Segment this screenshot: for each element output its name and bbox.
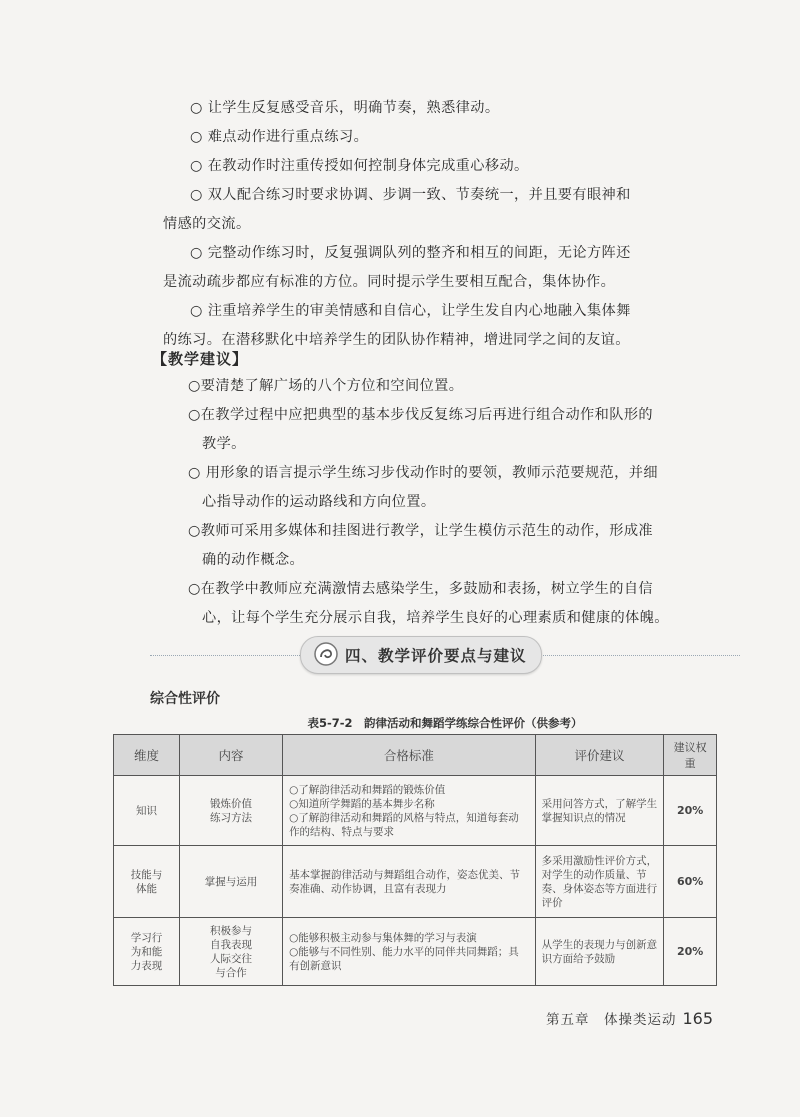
tip-line: ○ 让学生反复感受音乐，明确节奏，熟悉律动。 — [190, 100, 500, 116]
swirl-icon — [313, 641, 339, 667]
page-footer — [546, 1008, 713, 1028]
page-number: 165 — [682, 1009, 714, 1028]
header-cell: 评价建议 — [535, 735, 664, 776]
content-cell: 掌握与运用 — [179, 846, 282, 918]
standards-cell — [283, 918, 536, 986]
section-title: 四、教学评价要点与建议 — [345, 647, 527, 665]
weight-cell: 60% — [664, 846, 717, 918]
header-cell: 合格标准 — [283, 735, 536, 776]
table-row — [114, 918, 717, 986]
tip-paragraph-first-line: ○ 注重培养学生的审美情感和自信心，让学生发自内心地融入集体舞 — [190, 303, 631, 319]
evaluation-table — [113, 734, 717, 986]
header-cell: 维度 — [114, 735, 180, 776]
suggestion-first-line: ○ 用形象的语言提示学生练习步伐动作时的要领，教师示范要规范，并细 — [188, 465, 658, 481]
chapter-title: 第五章 体操类运动 — [546, 1012, 677, 1028]
content-cell: 积极参与 自我表现 人际交往 与合作 — [179, 918, 282, 986]
suggestion-cell: 采用问答方式，了解学生掌握知识点的情况 — [535, 776, 664, 846]
tip-paragraph-rest: 是流动疏步都应有标准的方位。同时提示学生要相互配合，集体协作。 — [163, 274, 616, 290]
suggestion-first-line: ○在教学中教师应充满激情去感染学生，多鼓励和表扬，树立学生的自信 — [188, 581, 653, 597]
suggestion-cell: 多采用激励性评价方式，对学生的动作质量、节奏、身体姿态等方面进行评价 — [535, 846, 664, 918]
suggestion-first-line: ○教师可采用多媒体和挂图进行教学，让学生模仿示范生的动作，形成准 — [188, 523, 653, 539]
tip-paragraph — [163, 239, 743, 297]
suggestion-item — [188, 459, 743, 517]
suggestion-first-line: ○要清楚了解广场的八个方位和空间位置。 — [188, 378, 464, 394]
standard-line: ○能够与不同性别、能力水平的同伴共同舞蹈；具有创新意识 — [289, 945, 519, 972]
header-cell: 建议权重 — [664, 735, 717, 776]
table-row — [114, 776, 717, 846]
header-cell: 内容 — [179, 735, 282, 776]
standard-line: ○知道所学舞蹈的基本舞步名称 — [289, 797, 435, 810]
tip-paragraph-rest: 的练习。在潜移默化中培养学生的团队协作精神，增进同学之间的友谊。 — [163, 332, 630, 348]
dimension-cell: 技能与 体能 — [114, 846, 180, 918]
standards-cell — [283, 846, 536, 918]
table-row — [114, 846, 717, 918]
suggestion-item — [188, 575, 743, 633]
suggestion-item — [188, 401, 743, 459]
suggestion-cell: 从学生的表现力与创新意识方面给予鼓励 — [535, 918, 664, 986]
content-cell: 锻炼价值 练习方法 — [179, 776, 282, 846]
tip-paragraph-first-line: ○ 完整动作练习时，反复强调队列的整齐和相互的间距，无论方阵还 — [190, 245, 631, 261]
standard-line: 基本掌握韵律活动与舞蹈组合动作，姿态优美、节奏准确、动作协调，且富有表现力 — [289, 868, 521, 895]
standard-line: ○了解韵律活动和舞蹈的风格与特点，知道每套动作的结构、特点与要求 — [289, 811, 519, 838]
suggestion-rest: 教学。 — [202, 436, 246, 452]
weight-cell: 20% — [664, 776, 717, 846]
suggestion-item — [188, 517, 743, 575]
teaching-suggestions-label: 【教学建议】 — [152, 350, 249, 368]
standard-line: ○能够积极主动参与集体舞的学习与表演 — [289, 931, 477, 944]
tip-paragraph — [163, 181, 743, 239]
tip-paragraph — [163, 297, 743, 355]
tip-line: ○ 在教动作时注重传授如何控制身体完成重心移动。 — [190, 158, 529, 174]
tip-paragraph-first-line: ○ 双人配合练习时要求协调、步调一致、节奏统一，并且要有眼神和 — [190, 187, 631, 203]
suggestion-rest: 心，让每个学生充分展示自我，培养学生良好的心理素质和健康的体魄。 — [202, 610, 669, 626]
weight-cell: 20% — [664, 918, 717, 986]
section-banner — [300, 636, 542, 674]
subheading: 综合性评价 — [150, 691, 220, 707]
tip-line: ○ 难点动作进行重点练习。 — [190, 129, 369, 145]
suggestion-item — [188, 372, 743, 401]
suggestion-rest: 确的动作概念。 — [202, 552, 305, 568]
tip-paragraph-rest: 情感的交流。 — [163, 216, 251, 232]
suggestion-first-line: ○在教学过程中应把典型的基本步伐反复练习后再进行组合动作和队形的 — [188, 407, 653, 423]
standard-line: ○了解韵律活动和舞蹈的锻炼价值 — [289, 783, 446, 796]
standards-cell — [283, 776, 536, 846]
suggestion-rest: 心指导动作的运动路线和方向位置。 — [202, 494, 436, 510]
table-header-row — [114, 735, 717, 776]
dimension-cell: 学习行 为和能 力表现 — [114, 918, 180, 986]
table-caption: 表5-7-2 韵律活动和舞蹈学练综合性评价（供参考） — [307, 716, 583, 730]
dimension-cell: 知识 — [114, 776, 180, 846]
